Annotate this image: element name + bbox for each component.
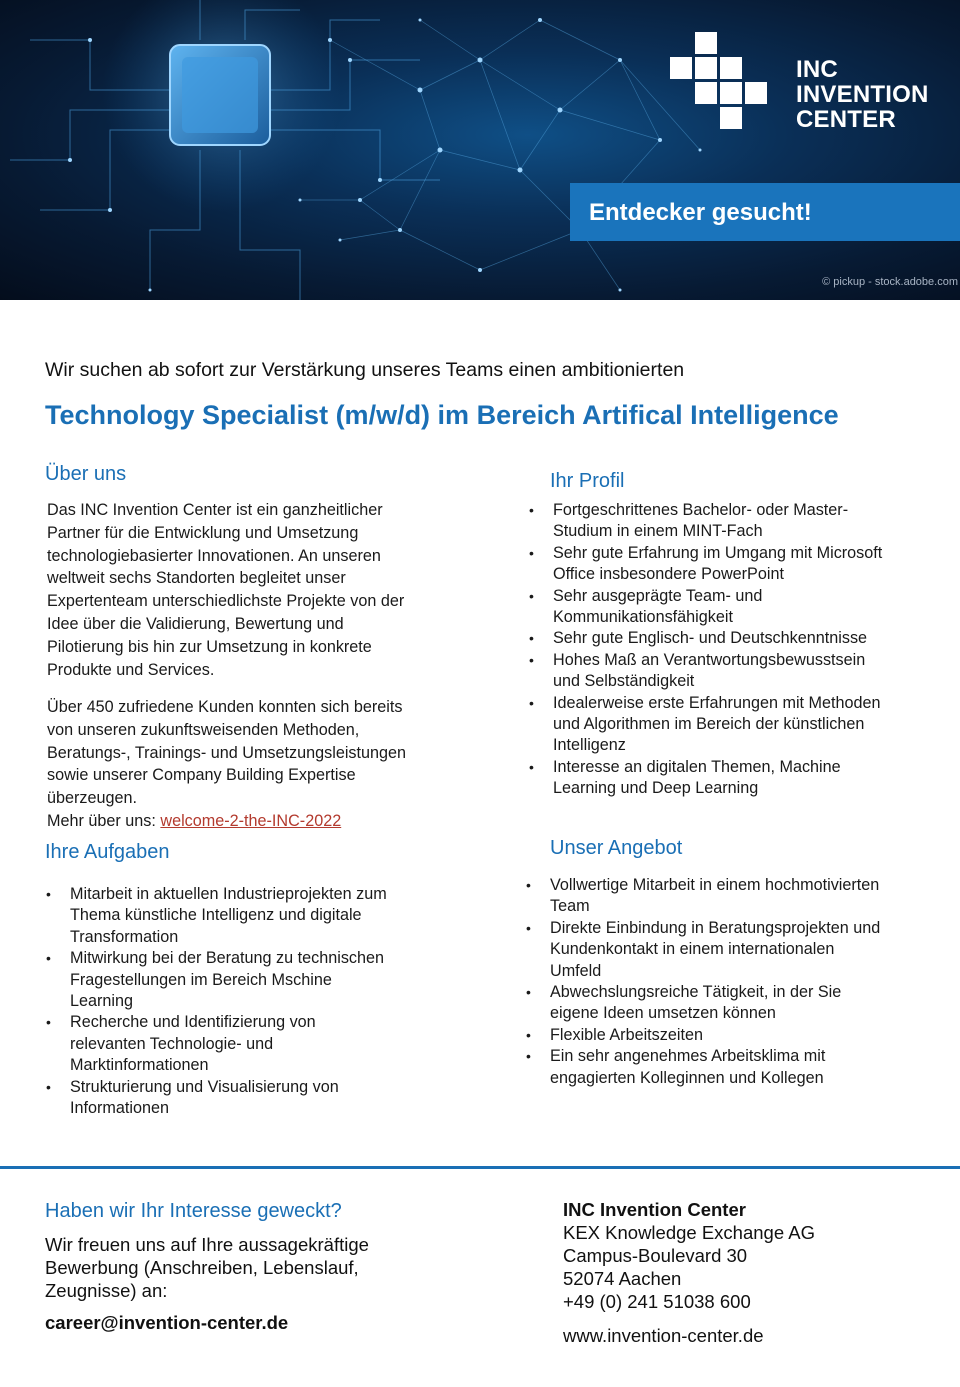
text-line: Produkte und Services. bbox=[47, 660, 215, 679]
text-line: Wir freuen uns auf Ihre aussagekräftige bbox=[45, 1234, 369, 1255]
text-line: Zeugnisse) an: bbox=[45, 1280, 168, 1301]
list-item bbox=[529, 757, 939, 800]
text-line: Fragestellungen im Bereich Mschine bbox=[70, 970, 332, 989]
text-line: engagierten Kolleginnen und Kollegen bbox=[550, 1068, 824, 1087]
list-item bbox=[529, 586, 939, 629]
text-line: Studium in einem MINT-Fach bbox=[553, 522, 763, 541]
text-line: von unseren zukunftsweisenden Methoden, bbox=[47, 720, 360, 739]
list-item bbox=[529, 628, 939, 649]
list-item bbox=[46, 1077, 466, 1120]
text-line: Über 450 zufriedene Kunden konnten sich bereits bbox=[47, 698, 403, 716]
text-line: Learning bbox=[70, 992, 134, 1011]
text-line: • Ein sehr angenehmes Arbeitsklima mit bbox=[550, 1047, 826, 1066]
list-item bbox=[526, 1025, 940, 1046]
tasks-heading: Ihre Aufgaben bbox=[45, 841, 170, 863]
image-credit: © pickup - stock.adobe.com bbox=[822, 276, 958, 288]
text-line: weltweit sechs Standorten begleitet unser bbox=[47, 569, 346, 588]
text-line: Bewerbung (Anschreiben, Lebenslauf, bbox=[45, 1257, 359, 1278]
text-line: technologiebasierter Innovationen. An unseren bbox=[47, 546, 381, 565]
text-line: • Fortgeschrittenes Bachelor- oder Master- bbox=[553, 501, 849, 519]
text-line: • Recherche und Identifizierung von bbox=[70, 1013, 316, 1032]
profile-heading: Ihr Profil bbox=[550, 470, 625, 492]
logo-line: INVENTION bbox=[796, 81, 929, 108]
text-line: Pilotierung bis hin zur Umsetzung in konkrete bbox=[47, 637, 372, 656]
text-line: • Mitwirkung bei der Beratung zu technischen bbox=[70, 949, 385, 968]
list-item bbox=[526, 982, 940, 1025]
list-item bbox=[529, 500, 939, 543]
about-heading: Über uns bbox=[45, 463, 127, 485]
company-address bbox=[563, 1221, 815, 1313]
footer-divider bbox=[0, 1166, 960, 1169]
text-line: • Strukturierung und Visualisierung von bbox=[70, 1077, 339, 1096]
logo-line: INC bbox=[796, 56, 838, 83]
text-line: Kundenkontakt in einem internationalen bbox=[550, 940, 835, 959]
contact-text bbox=[45, 1233, 369, 1302]
text-line: überzeugen. bbox=[47, 789, 138, 808]
text-line: • Sehr ausgeprägte Team- und bbox=[553, 586, 763, 605]
list-item bbox=[46, 1012, 466, 1076]
more-link[interactable]: welcome-2-the-INC-2022 bbox=[160, 811, 342, 830]
text-line: relevanten Technologie- und bbox=[70, 1034, 274, 1053]
company-name: INC Invention Center bbox=[563, 1199, 746, 1220]
text-line: Kommunikationsfähigkeit bbox=[553, 608, 733, 627]
text-line: • Idealerweise erste Erfahrungen mit Methoden bbox=[553, 693, 881, 712]
text-line: Thema künstliche Intelligenz und digitale bbox=[70, 906, 362, 925]
text-line: Beratungs-, Trainings- und Umsetzungsleistungen bbox=[47, 743, 407, 762]
text-line: Umfeld bbox=[550, 961, 602, 980]
text-line: Marktinformationen bbox=[70, 1056, 209, 1075]
list-item bbox=[526, 918, 940, 982]
list-item bbox=[529, 693, 939, 757]
tasks-list bbox=[46, 884, 466, 1119]
text-line: • Hohes Maß an Verantwortungsbewusstsein bbox=[553, 650, 866, 669]
list-item bbox=[529, 650, 939, 693]
text-line: Campus-Boulevard 30 bbox=[563, 1245, 748, 1266]
text-line: • Sehr gute Englisch- und Deutschkenntnisse bbox=[553, 629, 868, 648]
more-label: Mehr über uns: bbox=[47, 811, 161, 830]
text-line: und Selbständigkeit bbox=[553, 672, 695, 691]
company-website[interactable]: www.invention-center.de bbox=[563, 1325, 764, 1346]
job-title: Technology Specialist (m/w/d) im Bereich Artifical Intelligence bbox=[45, 400, 839, 430]
hero-banner bbox=[0, 0, 960, 300]
text-line: • Direkte Einbindung in Beratungsprojekten und bbox=[550, 918, 881, 937]
about-paragraph-2 bbox=[47, 696, 406, 833]
list-item bbox=[526, 1046, 940, 1089]
text-line: sowie unserer Company Building Expertise bbox=[47, 766, 356, 785]
text-line: KEX Knowledge Exchange AG bbox=[563, 1222, 815, 1243]
text-line: Partner für die Entwicklung und Umsetzung bbox=[47, 523, 359, 542]
text-line: eigene Ideen umsetzen können bbox=[550, 1004, 776, 1023]
text-line: +49 (0) 241 51038 600 bbox=[563, 1291, 751, 1312]
text-line: • Sehr gute Erfahrung im Umgang mit Microsoft bbox=[553, 543, 883, 562]
list-item bbox=[526, 875, 940, 918]
logo-line: CENTER bbox=[796, 106, 896, 133]
text-line: Intelligenz bbox=[553, 736, 626, 755]
text-line: Team bbox=[550, 897, 590, 916]
text-line: Expertenteam unterschiedlichste Projekte von der bbox=[47, 592, 405, 611]
text-line: Office insbesondere PowerPoint bbox=[553, 565, 784, 584]
list-item bbox=[529, 543, 939, 586]
text-line: Idee über die Validierung, Bewertung und bbox=[47, 614, 344, 633]
list-item bbox=[46, 948, 466, 1012]
about-paragraph-1 bbox=[47, 499, 404, 681]
text-line: Transformation bbox=[70, 927, 179, 946]
contact-heading: Haben wir Ihr Interesse geweckt? bbox=[45, 1200, 342, 1222]
contact-email[interactable]: career@invention-center.de bbox=[45, 1312, 289, 1333]
text-line: und Algorithmen im Bereich der künstlichen bbox=[553, 715, 865, 734]
offer-list bbox=[526, 875, 940, 1089]
more-line bbox=[47, 810, 406, 833]
profile-list bbox=[529, 500, 939, 800]
offer-heading: Unser Angebot bbox=[550, 837, 683, 859]
text-line: Learning und Deep Learning bbox=[553, 779, 759, 798]
text-line: • Abwechslungsreiche Tätigkeit, in der Sie bbox=[550, 983, 842, 1002]
text-line: • Flexible Arbeitszeiten bbox=[550, 1025, 703, 1044]
text-line: • Vollwertige Mitarbeit in einem hochmotivierten bbox=[550, 876, 880, 894]
intro-text: Wir suchen ab sofort zur Verstärkung unseres Teams einen ambitionierten bbox=[45, 359, 685, 381]
tagline: Entdecker gesucht! bbox=[589, 199, 812, 226]
list-item bbox=[46, 884, 466, 948]
text-line: Informationen bbox=[70, 1099, 169, 1118]
text-line: 52074 Aachen bbox=[563, 1268, 682, 1289]
logo-wordmark bbox=[796, 57, 928, 132]
text-line: • Mitarbeit in aktuellen Industrieprojekten zum bbox=[70, 885, 387, 903]
text-line: • Interesse an digitalen Themen, Machine bbox=[553, 757, 841, 776]
tagline-banner bbox=[570, 183, 960, 241]
text-line: Das INC Invention Center ist ein ganzheitlicher bbox=[47, 501, 383, 519]
